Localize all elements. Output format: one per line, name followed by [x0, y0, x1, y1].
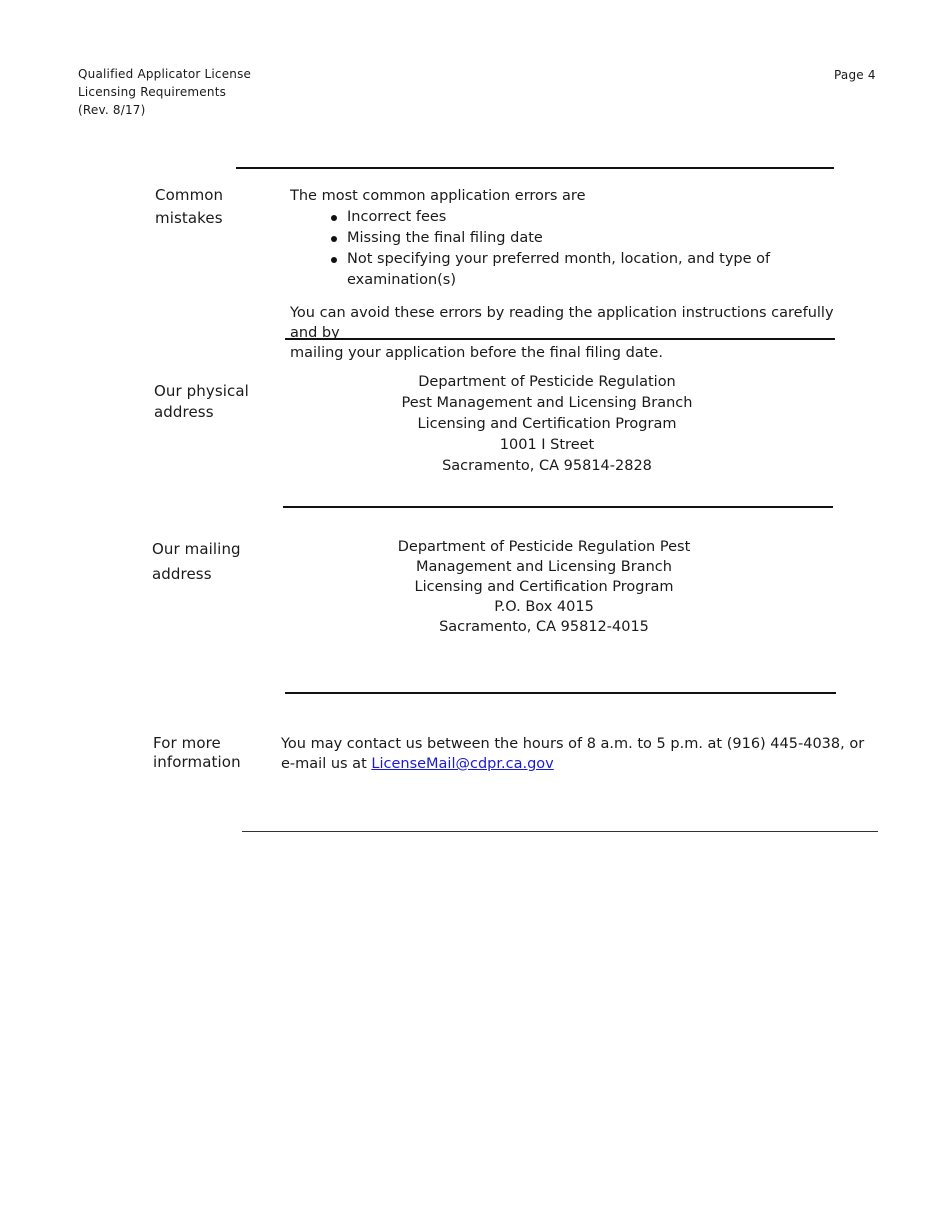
section-divider	[283, 506, 833, 508]
label-line: Our mailing	[152, 540, 241, 558]
address-line: Pest Management and Licensing Branch	[401, 395, 693, 411]
common-mistakes-intro: The most common application errors are	[290, 188, 586, 204]
label-line: mistakes	[155, 209, 223, 227]
common-mistakes-content	[290, 186, 860, 363]
document-title: Qualified Applicator License	[78, 67, 252, 81]
physical-address-label	[154, 381, 249, 423]
advice-line: You can avoid these errors by reading the application instructions carefully and by	[290, 305, 834, 341]
label-line: address	[152, 565, 212, 583]
address-line: P.O. Box 4015	[494, 599, 594, 615]
list-item: Missing the final filing date	[347, 228, 860, 249]
label-line: information	[153, 753, 241, 771]
more-info-content	[281, 734, 871, 774]
label-line: For more	[153, 734, 221, 752]
common-mistakes-list	[347, 207, 860, 291]
common-mistakes-advice	[290, 303, 860, 363]
label-line: Common	[155, 186, 224, 204]
section-divider	[285, 338, 835, 340]
label-line: Our physical	[154, 382, 249, 400]
address-line: Licensing and Certification Program	[417, 416, 677, 432]
physical-address-block	[347, 372, 747, 477]
address-line: 1001 I Street	[499, 437, 595, 453]
advice-line: mailing your application before the final filing date.	[290, 345, 663, 361]
list-item: Incorrect fees	[347, 207, 860, 228]
section-divider-bottom	[242, 831, 878, 832]
label-line: address	[154, 403, 214, 421]
address-line: Licensing and Certification Program	[414, 579, 674, 595]
contact-line: You may contact us between the hours of 8 a.m. to 5 p.m. at (916) 445-4038, or	[281, 736, 865, 752]
address-line: Management and Licensing Branch	[416, 559, 672, 575]
email-prefix: e-mail us at	[281, 756, 372, 772]
address-line: Department of Pesticide Regulation Pest	[397, 539, 691, 555]
mailing-address-block	[344, 537, 744, 637]
email-link[interactable]: LicenseMail@cdpr.ca.gov	[371, 756, 554, 772]
document-subtitle: Licensing Requirements	[78, 85, 227, 99]
contact-email-line	[281, 754, 871, 774]
section-divider	[285, 692, 836, 694]
mailing-address-label	[152, 537, 241, 587]
section-divider-top	[236, 167, 834, 169]
page-number: Page 4	[834, 68, 876, 82]
list-item: Not specifying your preferred month, location, and type of examination(s)	[347, 249, 860, 291]
more-info-label	[153, 734, 241, 772]
common-mistakes-label	[155, 184, 223, 230]
address-line: Sacramento, CA 95812-4015	[439, 619, 649, 635]
address-line: Department of Pesticide Regulation	[418, 374, 676, 390]
revision-date: (Rev. 8/17)	[78, 103, 146, 117]
address-line: Sacramento, CA 95814-2828	[442, 458, 652, 474]
document-header	[78, 65, 251, 119]
